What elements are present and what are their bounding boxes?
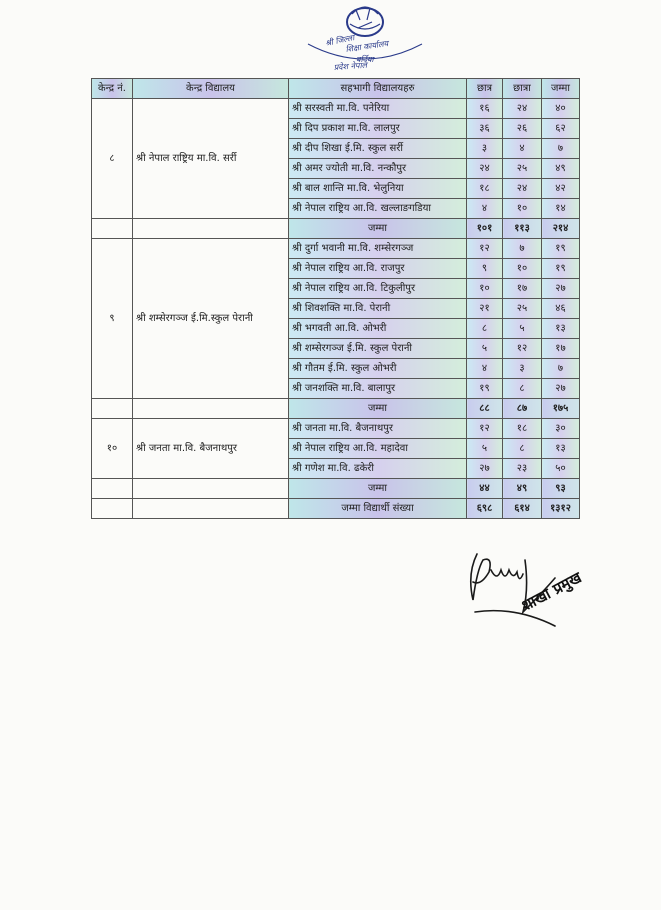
subtotal-total: ९३	[542, 479, 580, 499]
girls-count: २६	[503, 119, 542, 139]
boys-count: ३६	[467, 119, 503, 139]
girls-count: ५	[503, 319, 542, 339]
office-stamp	[300, 2, 430, 74]
empty-cell	[92, 399, 133, 419]
girls-count: ४	[503, 139, 542, 159]
center-school: श्री जनता मा.वि. बैजनाथपुर	[133, 419, 289, 479]
school-name: श्री शम्सेरगञ्ज ई.मि. स्कुल पेरानी	[289, 339, 467, 359]
boys-count: ५	[467, 439, 503, 459]
girls-count: १२	[503, 339, 542, 359]
subtotal-row	[92, 219, 580, 239]
total-count: ६२	[542, 119, 580, 139]
total-count: ३०	[542, 419, 580, 439]
boys-count: २७	[467, 459, 503, 479]
subtotal-label: जम्मा	[289, 479, 467, 499]
grand-total-label: जम्मा विद्यार्थी संख्या	[289, 499, 467, 519]
girls-count: १०	[503, 199, 542, 219]
subtotal-boys: ८८	[467, 399, 503, 419]
table-row	[92, 419, 580, 439]
boys-count: १०	[467, 279, 503, 299]
girls-count: ३	[503, 359, 542, 379]
total-count: १३	[542, 319, 580, 339]
boys-count: १८	[467, 179, 503, 199]
school-name: श्री गौतम ई.मि. स्कुल ओभरी	[289, 359, 467, 379]
header-boys: छात्र	[467, 79, 503, 99]
subtotal-girls: ११३	[503, 219, 542, 239]
total-count: ४२	[542, 179, 580, 199]
total-count: ७	[542, 359, 580, 379]
total-count: ७	[542, 139, 580, 159]
boys-count: ८	[467, 319, 503, 339]
girls-count: २४	[503, 99, 542, 119]
school-name: श्री दिप प्रकाश मा.वि. लालपुर	[289, 119, 467, 139]
boys-count: ५	[467, 339, 503, 359]
school-name: श्री शिवशक्ति मा.वि. पेरानी	[289, 299, 467, 319]
header-row	[92, 79, 580, 99]
subtotal-row	[92, 399, 580, 419]
total-count: २७	[542, 379, 580, 399]
total-count: १९	[542, 259, 580, 279]
girls-count: २५	[503, 299, 542, 319]
boys-count: २४	[467, 159, 503, 179]
boys-count: १२	[467, 419, 503, 439]
school-name: श्री जनशक्ति मा.वि. बालापुर	[289, 379, 467, 399]
stamp-line-1: श्री जिल्ला	[324, 33, 356, 48]
student-table	[91, 78, 580, 519]
header-center-school: केन्द्र विद्यालय	[133, 79, 289, 99]
boys-count: ९	[467, 259, 503, 279]
center-number: १०	[92, 419, 133, 479]
empty-cell	[133, 399, 289, 419]
grand-total-total: १३१२	[542, 499, 580, 519]
girls-count: २५	[503, 159, 542, 179]
center-number: ८	[92, 99, 133, 219]
subtotal-label: जम्मा	[289, 399, 467, 419]
empty-cell	[92, 499, 133, 519]
boys-count: १९	[467, 379, 503, 399]
table-row	[92, 99, 580, 119]
school-name: श्री अमर ज्योती मा.वि. नन्कौपुर	[289, 159, 467, 179]
girls-count: २४	[503, 179, 542, 199]
boys-count: १६	[467, 99, 503, 119]
grand-total-row	[92, 499, 580, 519]
boys-count: ४	[467, 199, 503, 219]
center-school: श्री शम्सेरगञ्ज ई.मि.स्कुल पेरानी	[133, 239, 289, 399]
total-count: ४६	[542, 299, 580, 319]
total-count: ४०	[542, 99, 580, 119]
empty-cell	[133, 499, 289, 519]
total-count: १७	[542, 339, 580, 359]
total-count: २७	[542, 279, 580, 299]
boys-count: १२	[467, 239, 503, 259]
total-count: १३	[542, 439, 580, 459]
subtotal-total: २१४	[542, 219, 580, 239]
subtotal-row	[92, 479, 580, 499]
subtotal-boys: ४४	[467, 479, 503, 499]
header-total: जम्मा	[542, 79, 580, 99]
girls-count: ८	[503, 439, 542, 459]
school-name: श्री दुर्गा भवानी मा.वि. शम्सेरगञ्ज	[289, 239, 467, 259]
table-row	[92, 239, 580, 259]
subtotal-total: १७५	[542, 399, 580, 419]
total-count: ४९	[542, 159, 580, 179]
total-count: १९	[542, 239, 580, 259]
header-girls: छात्रा	[503, 79, 542, 99]
header-center-no: केन्द्र नं.	[92, 79, 133, 99]
girls-count: ८	[503, 379, 542, 399]
empty-cell	[133, 219, 289, 239]
subtotal-girls: ८७	[503, 399, 542, 419]
total-count: १४	[542, 199, 580, 219]
stamp-line-2: शिक्षा कार्यालय	[345, 39, 389, 54]
stamp-line-3: बर्दिया	[356, 55, 374, 64]
school-name: श्री नेपाल राष्ट्रिय आ.वि. खल्लाङगडिया	[289, 199, 467, 219]
girls-count: १७	[503, 279, 542, 299]
school-name: श्री नेपाल राष्ट्रिय आ.वि. टिकुलीपुर	[289, 279, 467, 299]
header-participating-schools: सहभागी विद्यालयहरु	[289, 79, 467, 99]
signature-caption: शाखा प्रमुख	[518, 568, 585, 615]
total-count: ५०	[542, 459, 580, 479]
school-name: श्री बाल शान्ति मा.वि. भेलुनिया	[289, 179, 467, 199]
center-number: ९	[92, 239, 133, 399]
school-name: श्री दीप शिखा ई.मि. स्कुल सर्री	[289, 139, 467, 159]
subtotal-label: जम्मा	[289, 219, 467, 239]
empty-cell	[133, 479, 289, 499]
girls-count: २३	[503, 459, 542, 479]
empty-cell	[92, 219, 133, 239]
grand-total-girls: ६१४	[503, 499, 542, 519]
center-school: श्री नेपाल राष्ट्रिय मा.वि. सर्री	[133, 99, 289, 219]
school-name: श्री नेपाल राष्ट्रिय आ.वि. महादेवा	[289, 439, 467, 459]
subtotal-boys: १०१	[467, 219, 503, 239]
girls-count: ७	[503, 239, 542, 259]
school-name: श्री सरस्वती मा.वि. पनेरिया	[289, 99, 467, 119]
grand-total-boys: ६९८	[467, 499, 503, 519]
girls-count: १०	[503, 259, 542, 279]
school-name: श्री नेपाल राष्ट्रिय आ.वि. राजपुर	[289, 259, 467, 279]
boys-count: ३	[467, 139, 503, 159]
girls-count: १८	[503, 419, 542, 439]
subtotal-girls: ४९	[503, 479, 542, 499]
boys-count: ४	[467, 359, 503, 379]
stamp-line-4: प्रदेश नेपाल	[333, 60, 368, 72]
empty-cell	[92, 479, 133, 499]
school-name: श्री जनता मा.वि. बैजनाथपुर	[289, 419, 467, 439]
boys-count: २१	[467, 299, 503, 319]
school-name: श्री भगवती आ.वि. ओभरी	[289, 319, 467, 339]
school-name: श्री गणेश मा.वि. ढकेरी	[289, 459, 467, 479]
